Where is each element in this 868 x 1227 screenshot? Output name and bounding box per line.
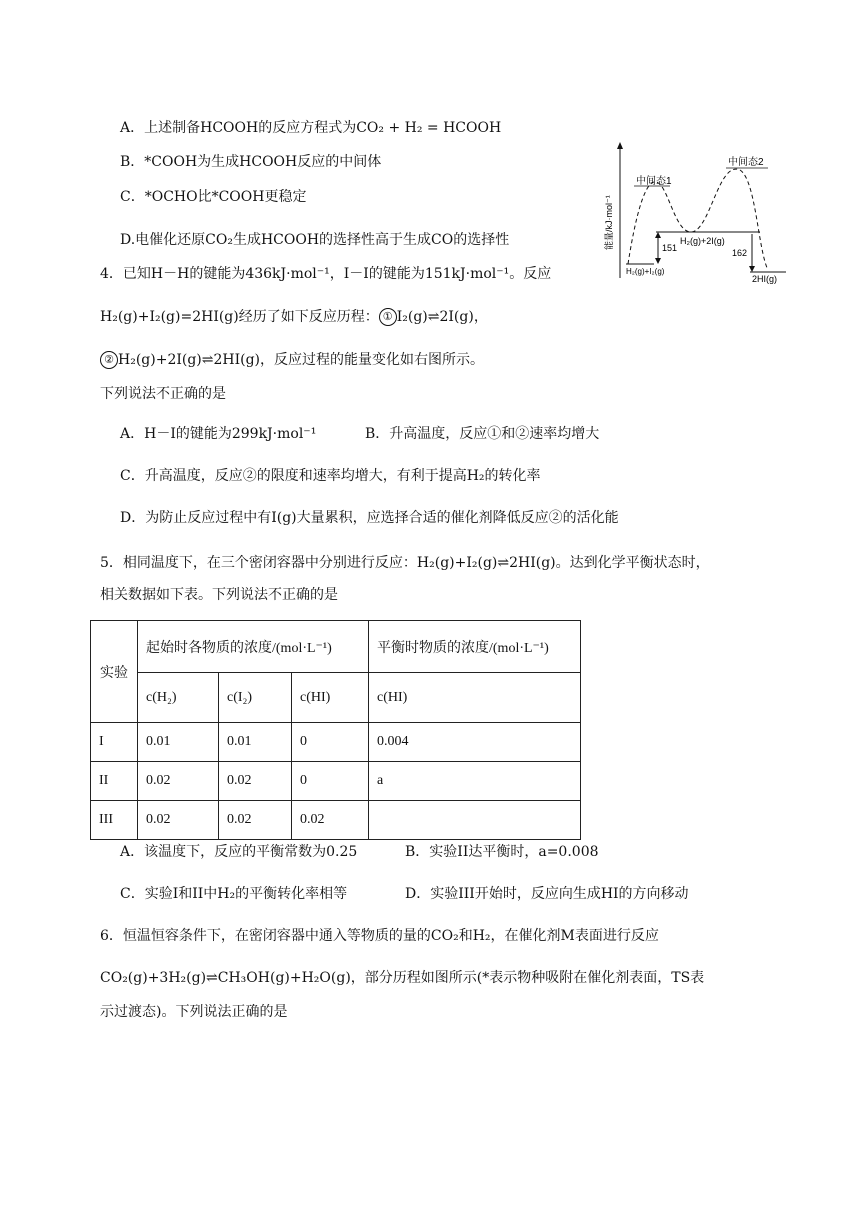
q4-option-a: A．H－I的键能为299kJ·mol⁻¹ xyxy=(120,426,317,442)
diagram-y-label: 能量/kJ·mol⁻¹ xyxy=(604,195,614,250)
table-cell: II xyxy=(91,762,138,801)
table-cell: a xyxy=(369,762,581,801)
diagram-end-label: 2HI(g) xyxy=(752,274,778,284)
table-cell: 0.02 xyxy=(138,762,219,801)
table-cell: III xyxy=(91,801,138,840)
energy-diagram xyxy=(600,140,790,290)
diagram-peak2-label: 中间态2 xyxy=(728,157,764,168)
q4-option-d: D．为防止反应过程中有I(g)大量累积，应选择合适的催化剂降低反应②的活化能 xyxy=(120,510,619,526)
q5-option-a: A．该温度下，反应的平衡常数为0.25 xyxy=(120,844,358,860)
table-col-hi-eq: c(HI) xyxy=(369,673,581,723)
diagram-start-label: H₂(g)+I₂(g) xyxy=(626,267,665,276)
q4-step-marker-2: ② xyxy=(100,351,118,369)
table-cell: 0.02 xyxy=(138,801,219,840)
q4-option-c: C．升高温度，反应②的限度和速率均增大，有利于提高H₂的转化率 xyxy=(120,468,541,484)
q3-option-a: A．上述制备HCOOH的反应方程式为CO₂ + H₂ = HCOOH xyxy=(120,120,502,136)
table-col-i2: c(I₂) xyxy=(219,673,292,723)
q4-reaction-overall: H₂(g)+I₂(g)=2HI(g)经历了如下反应历程： xyxy=(100,309,379,325)
q4-stem-line3 xyxy=(100,350,484,370)
table-row xyxy=(91,723,581,762)
q6-stem-line3: 示过渡态)。下列说法正确的是 xyxy=(100,1004,288,1020)
q6-stem-line2: CO₂(g)+3H₂(g)⇌CH₃OH(g)+H₂O(g)，部分历程如图所示(*表示物种吸附在催化剂表面，TS表 xyxy=(100,970,705,986)
q4-step-marker-1: ① xyxy=(379,308,397,326)
q5-option-d: D．实验III开始时，反应向生成HI的方向移动 xyxy=(405,886,689,902)
diagram-value-151: 151 xyxy=(662,243,678,253)
q4-stem-line2 xyxy=(100,307,488,327)
table-header-equilibrium: 平衡时物质的浓度/(mol·L⁻¹) xyxy=(369,621,581,673)
q4-stem-line1: 4．已知H－H的键能为436kJ·mol⁻¹，I－I的键能为151kJ·mol⁻¹。反应 xyxy=(100,266,552,282)
diagram-value-162: 162 xyxy=(732,248,748,258)
table-col-hi-init: c(HI) xyxy=(292,673,369,723)
q4-prompt: 下列说法不正确的是 xyxy=(100,386,226,402)
table-cell: 0 xyxy=(292,762,369,801)
q4-step-1: I₂(g)⇌2I(g)， xyxy=(396,309,488,325)
q5-option-b: B．实验II达平衡时，a=0.008 xyxy=(405,844,599,860)
table-row xyxy=(91,801,581,840)
diagram-mid-label: H₂(g)+2I(g) xyxy=(680,236,725,246)
q3-option-d: D.电催化还原CO₂生成HCOOH的选择性高于生成CO的选择性 xyxy=(120,232,510,248)
table-cell: 0.004 xyxy=(369,723,581,762)
table-header-initial: 起始时各物质的浓度/(mol·L⁻¹) xyxy=(138,621,369,673)
diagram-peak1-label: 中间态1 xyxy=(636,176,672,187)
q6-stem-line1: 6．恒温恒容条件下，在密闭容器中通入等物质的量的CO₂和H₂，在催化剂M表面进行反应 xyxy=(100,928,659,944)
table-header-experiment: 实验 xyxy=(91,621,138,723)
table-row xyxy=(91,762,581,801)
table-cell: 0.02 xyxy=(219,762,292,801)
q5-stem-line1: 5．相同温度下，在三个密闭容器中分别进行反应：H₂(g)+I₂(g)⇌2HI(g)。达到化学平衡状态时， xyxy=(100,555,710,571)
table-cell: I xyxy=(91,723,138,762)
q5-option-c: C．实验I和II中H₂的平衡转化率相等 xyxy=(120,886,348,902)
table-cell: 0.02 xyxy=(219,801,292,840)
q4-option-b: B．升高温度，反应①和②速率均增大 xyxy=(365,426,600,442)
table-cell: 0 xyxy=(292,723,369,762)
q5-stem-line2: 相关数据如下表。下列说法不正确的是 xyxy=(100,587,338,603)
table-col-h2: c(H₂) xyxy=(138,673,219,723)
q5-data-table xyxy=(90,620,581,840)
table-cell: 0.01 xyxy=(219,723,292,762)
table-cell: 0.02 xyxy=(292,801,369,840)
table-cell: 0.01 xyxy=(138,723,219,762)
q3-option-c: C．*OCHO比*COOH更稳定 xyxy=(120,189,307,205)
q4-step-2: H₂(g)+2I(g)⇌2HI(g)，反应过程的能量变化如右图所示。 xyxy=(118,352,485,368)
q3-option-b: B．*COOH为生成HCOOH反应的中间体 xyxy=(120,154,382,170)
table-cell xyxy=(369,801,581,840)
